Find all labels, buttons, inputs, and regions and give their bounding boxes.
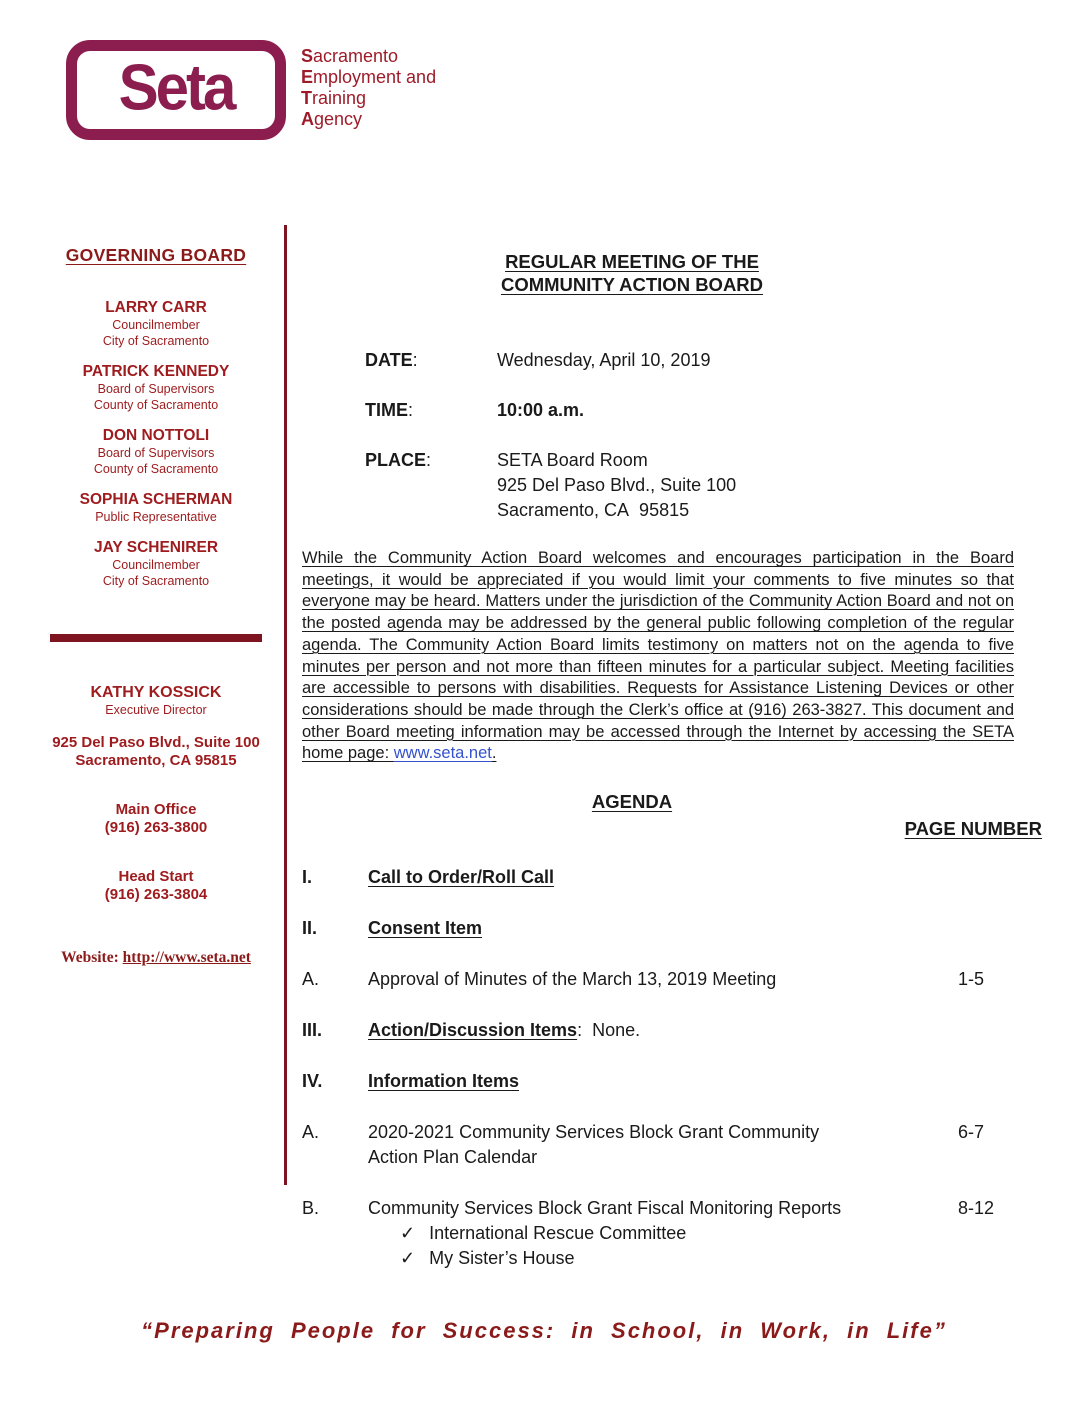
- board-member: [40, 427, 272, 477]
- agenda-section-information-items: [302, 1069, 1042, 1094]
- meeting-title-line: REGULAR MEETING OF THE: [505, 251, 759, 272]
- sidebar-divider: [50, 634, 262, 642]
- website-line: [40, 949, 272, 967]
- agency-address-line: Sacramento, CA 95815: [75, 751, 237, 769]
- agenda-item-action-plan-calendar: [302, 1120, 1042, 1170]
- meeting-details: [302, 348, 1042, 523]
- main-content: [302, 250, 1042, 1297]
- agency-address: [40, 734, 272, 769]
- seta-logo: [66, 40, 286, 140]
- governing-board-heading: GOVERNING BOARD: [65, 245, 247, 265]
- board-member-role: Board of Supervisors: [97, 382, 215, 396]
- contact-phone: (916) 263-3800: [104, 818, 208, 836]
- agency-name-line: Training: [301, 88, 367, 108]
- agenda-numeral: I.: [302, 867, 313, 888]
- agenda-list: [302, 865, 1042, 1271]
- place-value: [497, 448, 736, 523]
- board-member-name: LARRY CARR: [105, 299, 207, 316]
- agenda-item-pages: 1-5: [958, 969, 985, 990]
- place-label: PLACE:: [365, 450, 432, 470]
- board-member-name: SOPHIA SCHERMAN: [79, 491, 233, 508]
- agenda-section-suffix: : None.: [577, 1020, 641, 1041]
- place-line: SETA Board Room: [497, 450, 648, 470]
- page-number-heading: PAGE NUMBER: [904, 818, 1042, 840]
- checklist-item-label: International Rescue Committee: [429, 1223, 687, 1244]
- board-member: [40, 363, 272, 413]
- agenda-letter: A.: [302, 969, 320, 990]
- place-line: Sacramento, CA 95815: [497, 500, 690, 520]
- meeting-date-row: [302, 348, 1042, 373]
- board-member-role: Board of Supervisors: [97, 446, 215, 460]
- agency-name: [301, 46, 436, 130]
- board-member-role: Councilmember: [112, 318, 200, 332]
- board-member: [40, 491, 272, 525]
- contact-phone: (916) 263-3804: [104, 885, 208, 903]
- agenda-numeral: II.: [302, 918, 318, 939]
- notice-text: While the Community Action Board welcomes and encourages participation in the Board meetings, it would be appreciated if you would limit your comments to five minutes so that everyone may be heard. Matters under the jurisdiction of the Community Action Board and not on the posted agenda may be addressed by the general public following completion of the regular agenda. The Community Action Board limits testimony on matters not on the agenda to five minutes per person and not more than fifteen minutes for a particular subject. Meeting facilities are accessible to persons with disabilities. Requests for Assistance Listening Devices or other considerations should be made through the Clerk’s office at (916) 263-3827. This document and other Board meeting information may be accessed through the Internet by accessing the SETA home page:: [302, 549, 1014, 763]
- time-label: TIME:: [365, 400, 414, 420]
- date-value: Wednesday, April 10, 2019: [497, 350, 711, 370]
- executive-director-block: [40, 684, 272, 718]
- meeting-place-row: [302, 448, 1042, 523]
- agency-name-line: Sacramento: [301, 46, 399, 66]
- agenda-letter: A.: [302, 1122, 320, 1143]
- agenda-numeral: III.: [302, 1020, 323, 1041]
- agenda-item-fiscal-monitoring: [302, 1196, 1042, 1271]
- executive-director-title: Executive Director: [105, 703, 207, 717]
- governing-board-sidebar: [40, 245, 272, 967]
- notice-period: .: [491, 744, 497, 763]
- seta-logo-wordmark: Seta: [118, 51, 234, 124]
- time-value: 10:00 a.m.: [497, 400, 585, 420]
- board-member: [40, 299, 272, 349]
- executive-director-name: KATHY KOSSICK: [90, 684, 222, 701]
- agenda-section-title: Consent Item: [368, 918, 483, 939]
- head-start-contact: [40, 868, 272, 903]
- website-link[interactable]: http://www.seta.net: [122, 949, 251, 966]
- agenda-heading: AGENDA: [591, 791, 673, 813]
- board-member-org: County of Sacramento: [93, 398, 219, 412]
- agenda-item-pages: 8-12: [958, 1198, 995, 1219]
- agency-name-line: Agency: [301, 109, 363, 129]
- checklist-item: [368, 1246, 958, 1271]
- agenda-section-consent-item: [302, 916, 1042, 941]
- place-line: 925 Del Paso Blvd., Suite 100: [497, 475, 737, 495]
- board-member-role: Councilmember: [112, 558, 200, 572]
- board-member-role: Public Representative: [95, 510, 217, 524]
- seta-home-page-link[interactable]: www.seta.net: [393, 744, 492, 763]
- agency-address-line: 925 Del Paso Blvd., Suite 100: [52, 734, 260, 751]
- agenda-letter: B.: [302, 1198, 320, 1219]
- agenda-section-call-to-order: [302, 865, 1042, 890]
- agency-name-line: Employment and: [301, 67, 437, 87]
- contact-label: Head Start: [118, 868, 194, 885]
- column-divider-line: [284, 225, 287, 1185]
- board-member: [40, 539, 272, 589]
- board-member-org: City of Sacramento: [102, 574, 210, 588]
- board-member-org: City of Sacramento: [102, 334, 210, 348]
- meeting-title: [302, 250, 1042, 296]
- checklist-item-label: My Sister’s House: [429, 1248, 575, 1269]
- agenda-numeral: IV.: [302, 1071, 323, 1092]
- checklist-item: [368, 1221, 958, 1246]
- board-member-name: JAY SCHENIRER: [93, 539, 219, 556]
- agenda-item-text: Approval of Minutes of the March 13, 2019 Meeting: [368, 969, 777, 990]
- agenda-section-title: Action/Discussion Items: None.: [368, 1020, 641, 1041]
- agenda-item-pages: 6-7: [958, 1122, 985, 1143]
- board-member-org: County of Sacramento: [93, 462, 219, 476]
- agenda-section-action-discussion: [302, 1018, 1042, 1043]
- main-office-contact: [40, 801, 272, 836]
- motto-footer: “Preparing People for Success: in School, in Work, in Life”: [141, 1318, 947, 1343]
- agenda-item-text: 2020-2021 Community Services Block Grant Community Action Plan Calendar: [368, 1122, 820, 1168]
- agenda-section-title: Call to Order/Roll Call: [368, 867, 555, 888]
- agenda-section-title: Information Items: [368, 1071, 520, 1092]
- date-label: DATE:: [365, 350, 418, 370]
- check-icon: ✓: [400, 1223, 416, 1244]
- meeting-time-row: [302, 398, 1042, 423]
- board-member-name: DON NOTTOLI: [102, 427, 210, 444]
- agenda-item-minutes-approval: [302, 967, 1042, 992]
- agenda-item-text: Community Services Block Grant Fiscal Monitoring Reports ✓ International Rescue Committee ✓ My Sister’s House: [368, 1196, 958, 1271]
- board-member-name: PATRICK KENNEDY: [82, 363, 230, 380]
- public-participation-notice: [302, 548, 1014, 765]
- check-icon: ✓: [400, 1248, 416, 1269]
- meeting-title-line: COMMUNITY ACTION BOARD: [500, 274, 764, 295]
- website-label: Website:: [61, 949, 119, 966]
- contact-label: Main Office: [115, 801, 197, 818]
